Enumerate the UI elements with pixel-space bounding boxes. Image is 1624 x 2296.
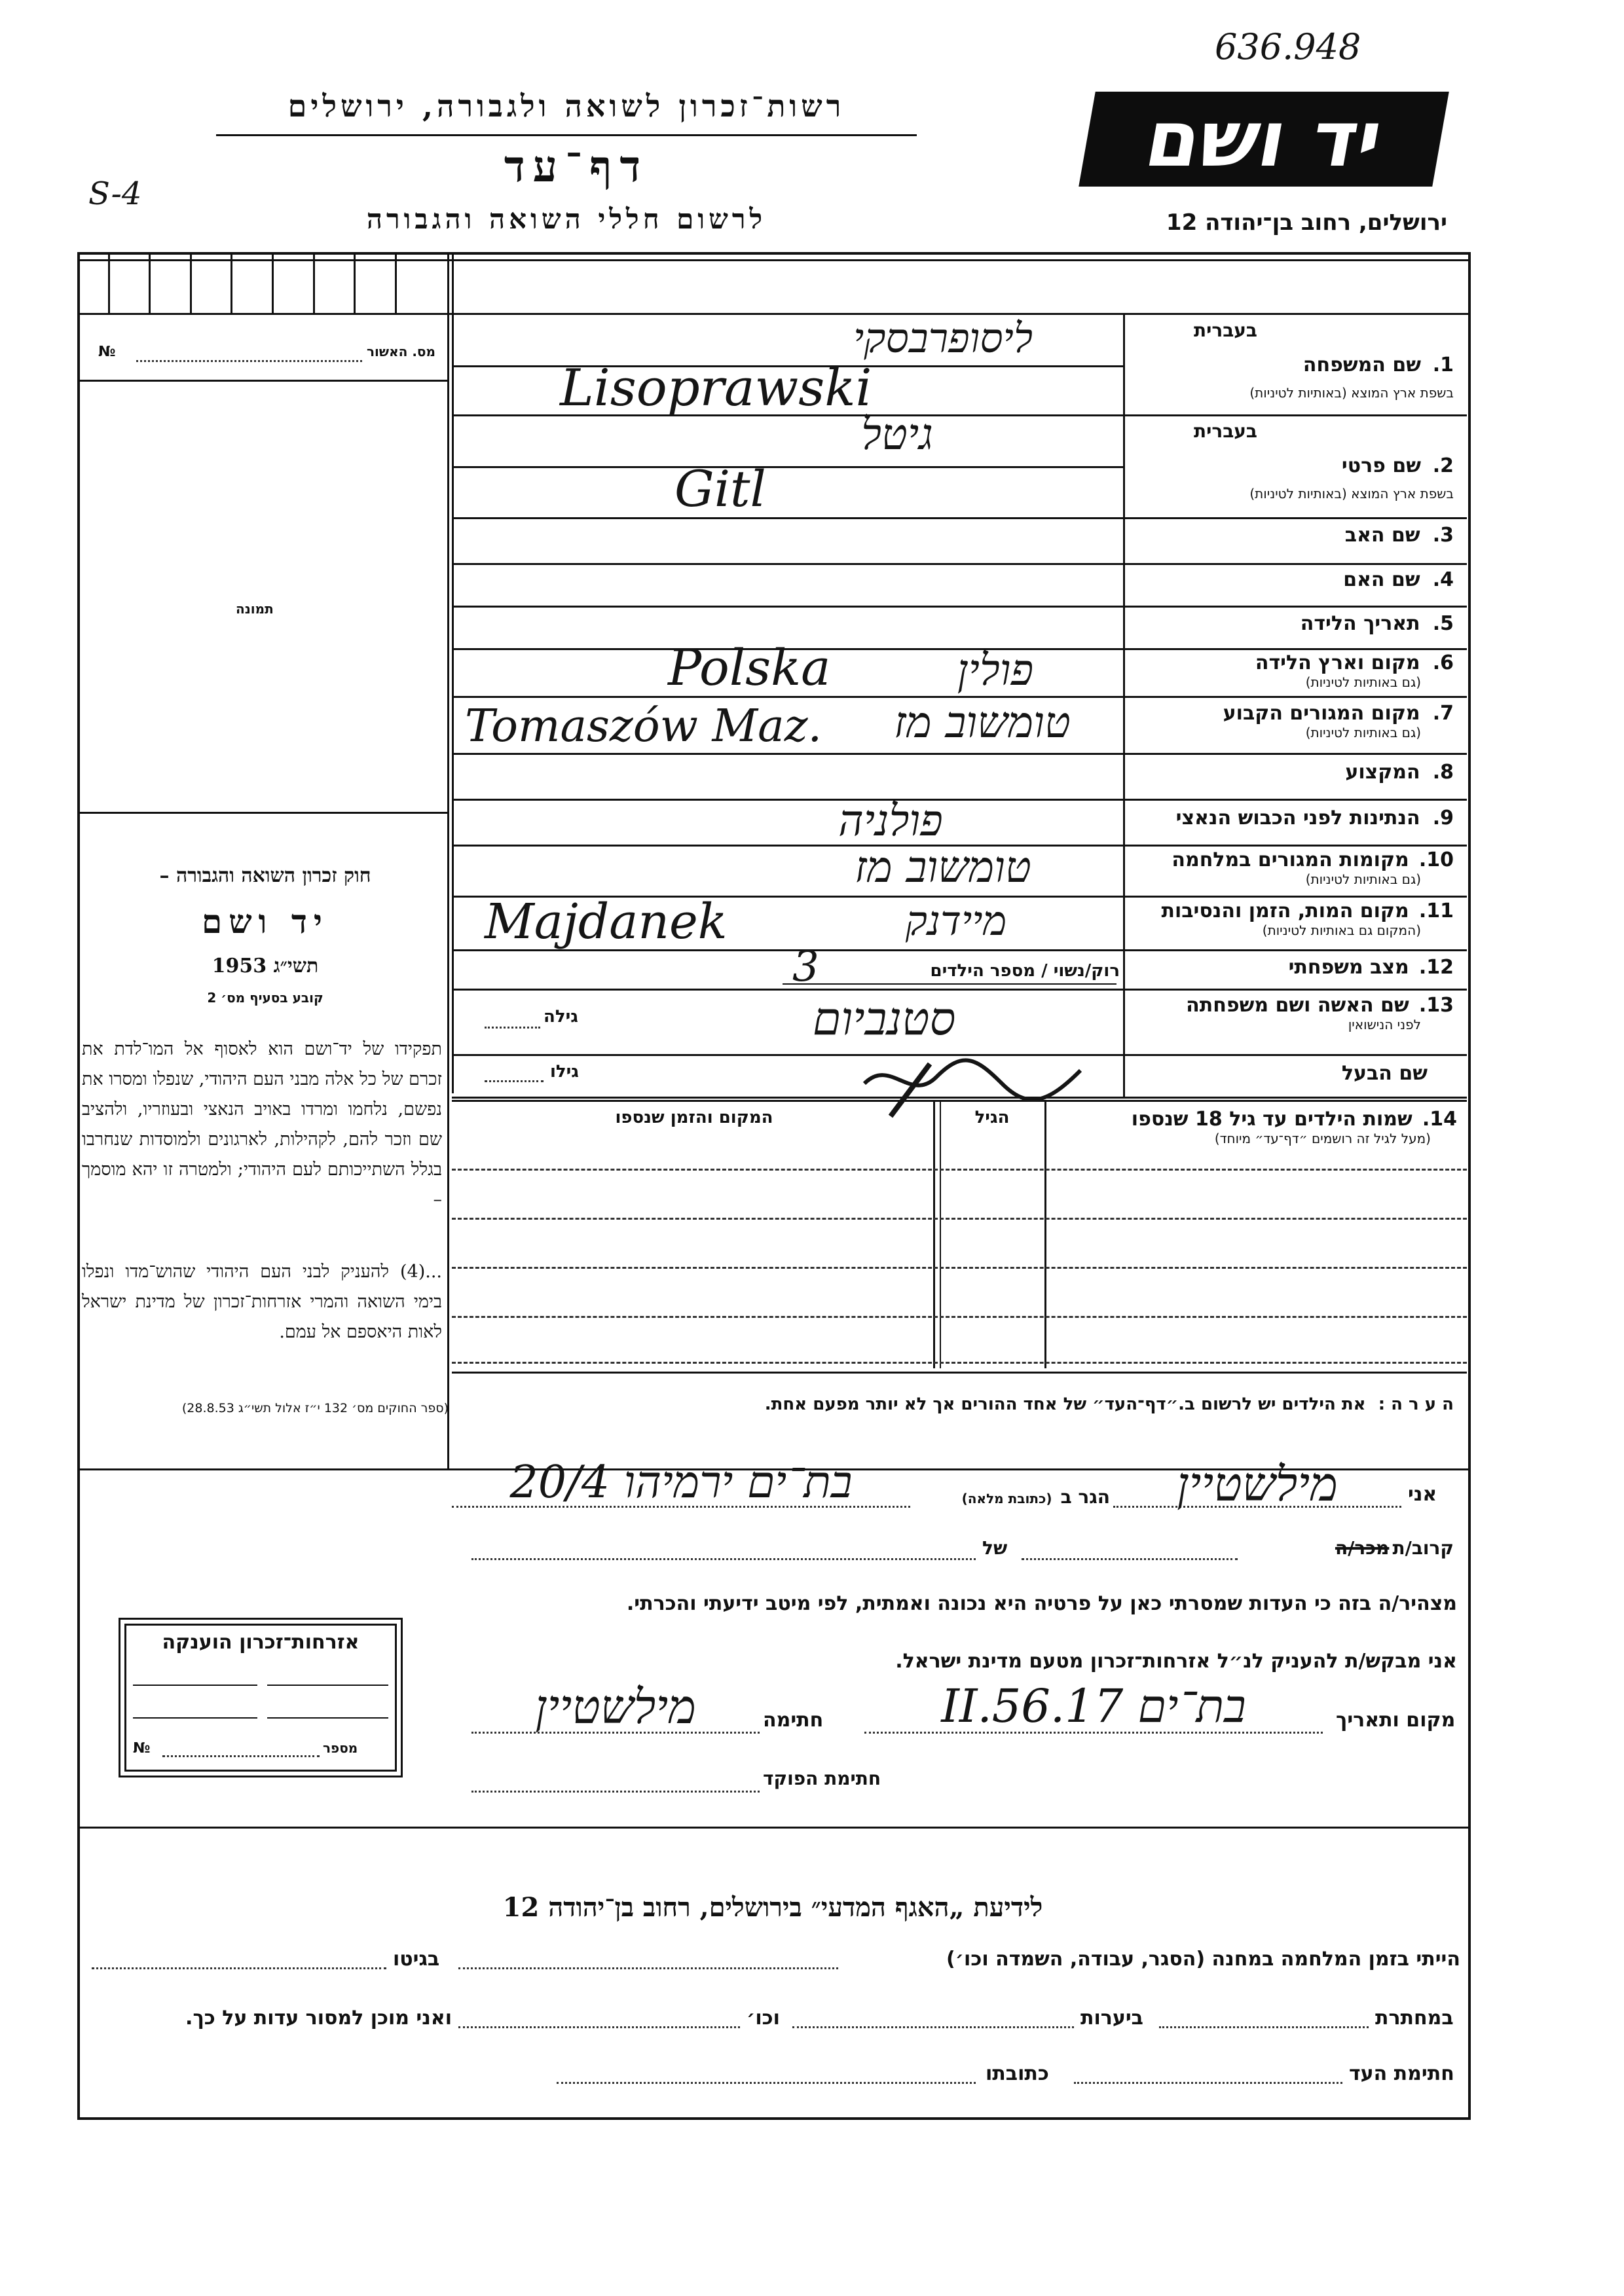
bottom-line-2-a: במחתרת: [1375, 2007, 1454, 2030]
field-6-sub: (גם באותיות לטיניות): [1305, 674, 1421, 690]
children-sub: (מעל לגיל זה רושמים ״דף־עד״ מיוחד): [1214, 1131, 1431, 1146]
place-date-value: בת־ים 17.II.56: [941, 1679, 1246, 1733]
field-4-label: שם האם: [1343, 568, 1420, 591]
field-11: [1130, 900, 1454, 938]
relative-row: [1244, 1537, 1454, 1559]
field-11-sub: (המקום גם באותיות לטיניות): [1262, 922, 1421, 938]
law-text-2: ...(4) להעניק לבני העם היהודי שהוש־מדו ונפלו בימי השואה והמרי אזרחות־זכרון של מדינת ישראל לאות היאספם אל עמם.: [82, 1262, 442, 1342]
signature-label: חתימה: [763, 1709, 824, 1732]
answer-death-place-hebrew: מיידנק: [905, 897, 1007, 945]
law-clause: קובע בסעיף מס׳ 2: [207, 990, 323, 1006]
answer-wife-name: סטנביום: [812, 992, 956, 1046]
field-1-hebrew-tag: בעברית: [1193, 319, 1257, 341]
field-husband-label: שם הבעל: [1341, 1062, 1428, 1085]
photo-label: תמונה: [236, 601, 274, 617]
citizenship-box: [124, 1624, 397, 1772]
margin-note: S-4: [88, 175, 142, 212]
field-7-number: 7.: [1432, 702, 1454, 725]
field-8-label: המקצוע: [1345, 761, 1420, 784]
field-8-number: 8.: [1432, 761, 1454, 784]
place-date-label: מקום ותאריך: [1336, 1709, 1456, 1732]
citizenship-box-title: אזרחות־זכרון הוענקה: [162, 1631, 360, 1654]
answer-firstname-hebrew: גיטל: [861, 409, 933, 460]
authority-name: רשות־זכרון לשואה ולגבורה, ירושלים: [287, 88, 845, 124]
field-11-label: מקום המות, הזמן והנסיבות: [1161, 900, 1409, 922]
note-label: ה ע ר ה :: [1378, 1394, 1454, 1414]
header-underline: [216, 134, 917, 136]
field-2-number: 2.: [1432, 454, 1454, 477]
children-label: שמות הילדים עד גיל 18 שנספו: [1131, 1108, 1412, 1131]
bottom-line-2-c: וכו׳: [747, 2007, 780, 2030]
approval-number-label: מס. האשור: [367, 344, 435, 359]
field-5-label: תאריך הלידה: [1300, 612, 1420, 635]
husband-age-label: גילו: [550, 1062, 579, 1082]
citizenship-box-no: №: [133, 1740, 151, 1757]
answer-birthplace-hebrew: פולין: [957, 645, 1034, 695]
address-hint: (כתובת מלאה): [961, 1491, 1052, 1506]
answer-citizenship: פולניה: [838, 795, 943, 846]
field-2-sub: בשפת ארץ המוצא (באותיות לטיניות): [1249, 486, 1454, 501]
answer-surname-hebrew: ליסופרבסקי: [853, 314, 1033, 362]
field-2-hebrew-tag: בעברית: [1193, 420, 1257, 442]
field-9: [1130, 807, 1454, 829]
of-label: של: [982, 1537, 1008, 1559]
field-13-label: שם האשה ושם משפחתה: [1186, 994, 1409, 1017]
field-11-number: 11.: [1418, 900, 1454, 922]
field-9-label: הנתינות לפני הכבוש הנאצי: [1175, 807, 1420, 829]
frame-top-inner-line: [77, 259, 1468, 261]
field-6: [1130, 651, 1454, 690]
bottom-title: לידיעת „האגף המדעי״ בירושלים, רחוב בן־יהודה 12: [502, 1892, 1043, 1923]
field-10: [1130, 848, 1454, 887]
field-2: [1130, 420, 1454, 512]
answer-surname-latin: Lisoprawski: [560, 359, 872, 418]
declarant-name: מילשטיין: [1177, 1457, 1338, 1512]
field-husband: [1130, 1062, 1454, 1085]
field-13-number: 13.: [1418, 994, 1454, 1017]
law-name: יד ושם: [202, 902, 329, 941]
field-3: [1130, 524, 1454, 547]
declarant-i-label: אני: [1408, 1483, 1437, 1506]
children-header: [1051, 1108, 1457, 1146]
field-5: [1130, 612, 1454, 635]
field-6-label: מקום וארץ הלידה: [1255, 651, 1420, 674]
field-13: [1130, 994, 1454, 1032]
field-12: [1130, 956, 1454, 979]
field-1-sub: בשפת ארץ המוצא (באותיות לטיניות): [1249, 385, 1454, 401]
declarant-address: בת־ים ירמיהו 20/4: [509, 1457, 853, 1508]
law-year: תשי״ג 1953: [212, 955, 319, 977]
bottom-line-3-a: חתימת העד: [1349, 2062, 1454, 2085]
field-7: [1130, 702, 1454, 740]
bottom-line-1-b: בגיטו: [393, 1948, 440, 1971]
field-13-sub: לפני הנישואין: [1348, 1017, 1421, 1032]
answer-wartime-residence: טומשוב מז: [855, 842, 1031, 892]
children-col-age: הגיל: [974, 1108, 1010, 1127]
field-7-sub: (גם באותיות לטיניות): [1305, 725, 1421, 740]
field-10-number: 10.: [1418, 848, 1454, 871]
law-source: (ספר החוקים מס׳ 132 י״ז אלול תשי״ג 28.8.53): [181, 1401, 449, 1415]
field-12-number: 12.: [1418, 956, 1454, 979]
citizenship-box-number-label: מספר: [323, 1740, 358, 1756]
request-text: אני מבקש/ת להעניק לנ״ל אזרחות־זכרון מטעם מדינת ישראל.: [895, 1650, 1457, 1673]
relative-label: קרוב/ת: [1392, 1537, 1454, 1559]
law-title: חוק זכרון השואה והגבורה –: [159, 864, 371, 887]
field-5-number: 5.: [1432, 612, 1454, 635]
law-text-1: תפקידו של יד־ושם הוא לאסוף אל המו־לדת את זכרם של כל אלה מבני העם היהודי, שנפלו ומסרו את נפשם, נלחמו ומרדו באויב הנאצי ובעוזריו, ולהציב שם וזכר להם, לקהילות, לארגונים ולמוסדות שנחרבו בגלל השתייכותם לעם היהודי; ולמטרה זו יהא מוסמך –: [82, 1039, 442, 1210]
field-1: [1130, 319, 1454, 411]
field-4-number: 4.: [1432, 568, 1454, 591]
archive-number: 636.948: [1215, 26, 1361, 67]
answer-birthplace-latin: Polska: [668, 638, 831, 697]
form-title: דף־עד: [504, 141, 649, 192]
bottom-line-1-a: הייתי בזמן המלחמה במחנה (הסגר, עבודה, השמדה וכו׳): [946, 1948, 1460, 1971]
field-8: [1130, 761, 1454, 784]
relative-struck: מכר/ה: [1335, 1537, 1390, 1559]
field-6-number: 6.: [1432, 651, 1454, 674]
answer-death-place-latin: Majdanek: [485, 894, 728, 950]
field-4: [1130, 568, 1454, 591]
approval-number-sign: №: [98, 344, 116, 360]
answer-children-count: 3: [792, 943, 819, 991]
children-number: 14.: [1422, 1108, 1457, 1131]
field-9-number: 9.: [1432, 807, 1454, 829]
field-12-label: מצב משפחתי: [1288, 956, 1409, 979]
declaration-text: מצהיר/ה בזה כי העדות שמסרתי כאן על פרטיה היא נכונה ואמתית, לפי מיטב ידיעתי והכרתי.: [626, 1592, 1457, 1615]
field-1-label: שם המשפחה: [1302, 354, 1421, 376]
bottom-line-2-d: ואני מוכן למסור עדות על כך.: [185, 2007, 452, 2030]
field-3-number: 3.: [1432, 524, 1454, 547]
signature-value: מילשטיין: [535, 1679, 696, 1734]
resides-label: הגר ב: [1060, 1486, 1110, 1508]
children-col-place: המקום והזמן שנספו: [615, 1108, 773, 1127]
field-3-label: שם האב: [1344, 524, 1420, 547]
wife-age-label: גילה: [544, 1007, 578, 1027]
field-7-label: מקום המגורים הקבוע: [1223, 702, 1420, 725]
bottom-line-2-b: ביערות: [1080, 2007, 1143, 2030]
officer-signature-label: חתימת הפוקד: [763, 1768, 881, 1789]
answer-residence-hebrew: טומשוב מז: [894, 697, 1071, 748]
bottom-line-3-b: כתובתו: [986, 2062, 1049, 2085]
field-10-label: מקומות המגורים במלחמה: [1172, 848, 1409, 871]
yad-vashem-address: ירושלים, רחוב בן־יהודה 12: [1166, 210, 1447, 236]
note-text: את הילדים יש לרשום ב.״דף־העד״ של אחד ההורים אך לא יותר מפעם אחת.: [764, 1394, 1366, 1414]
note: [458, 1394, 1454, 1414]
family-status-options: רוק/נשוי / מספר הילדים: [930, 961, 1120, 981]
field-1-number: 1.: [1432, 354, 1454, 376]
declarant-resides-label: [913, 1486, 1110, 1508]
answer-firstname-latin: Gitl: [674, 460, 766, 518]
field-10-sub: (גם באותיות לטיניות): [1305, 871, 1421, 887]
form-subtitle: לרשום חללי השואה והגבורה: [366, 203, 767, 235]
yad-vashem-logo: [1079, 92, 1449, 187]
logo-text: יד ושם: [1139, 94, 1389, 184]
field-2-label: שם פרטי: [1341, 454, 1421, 477]
answer-residence-latin: Tomaszów Maz.: [465, 701, 822, 752]
